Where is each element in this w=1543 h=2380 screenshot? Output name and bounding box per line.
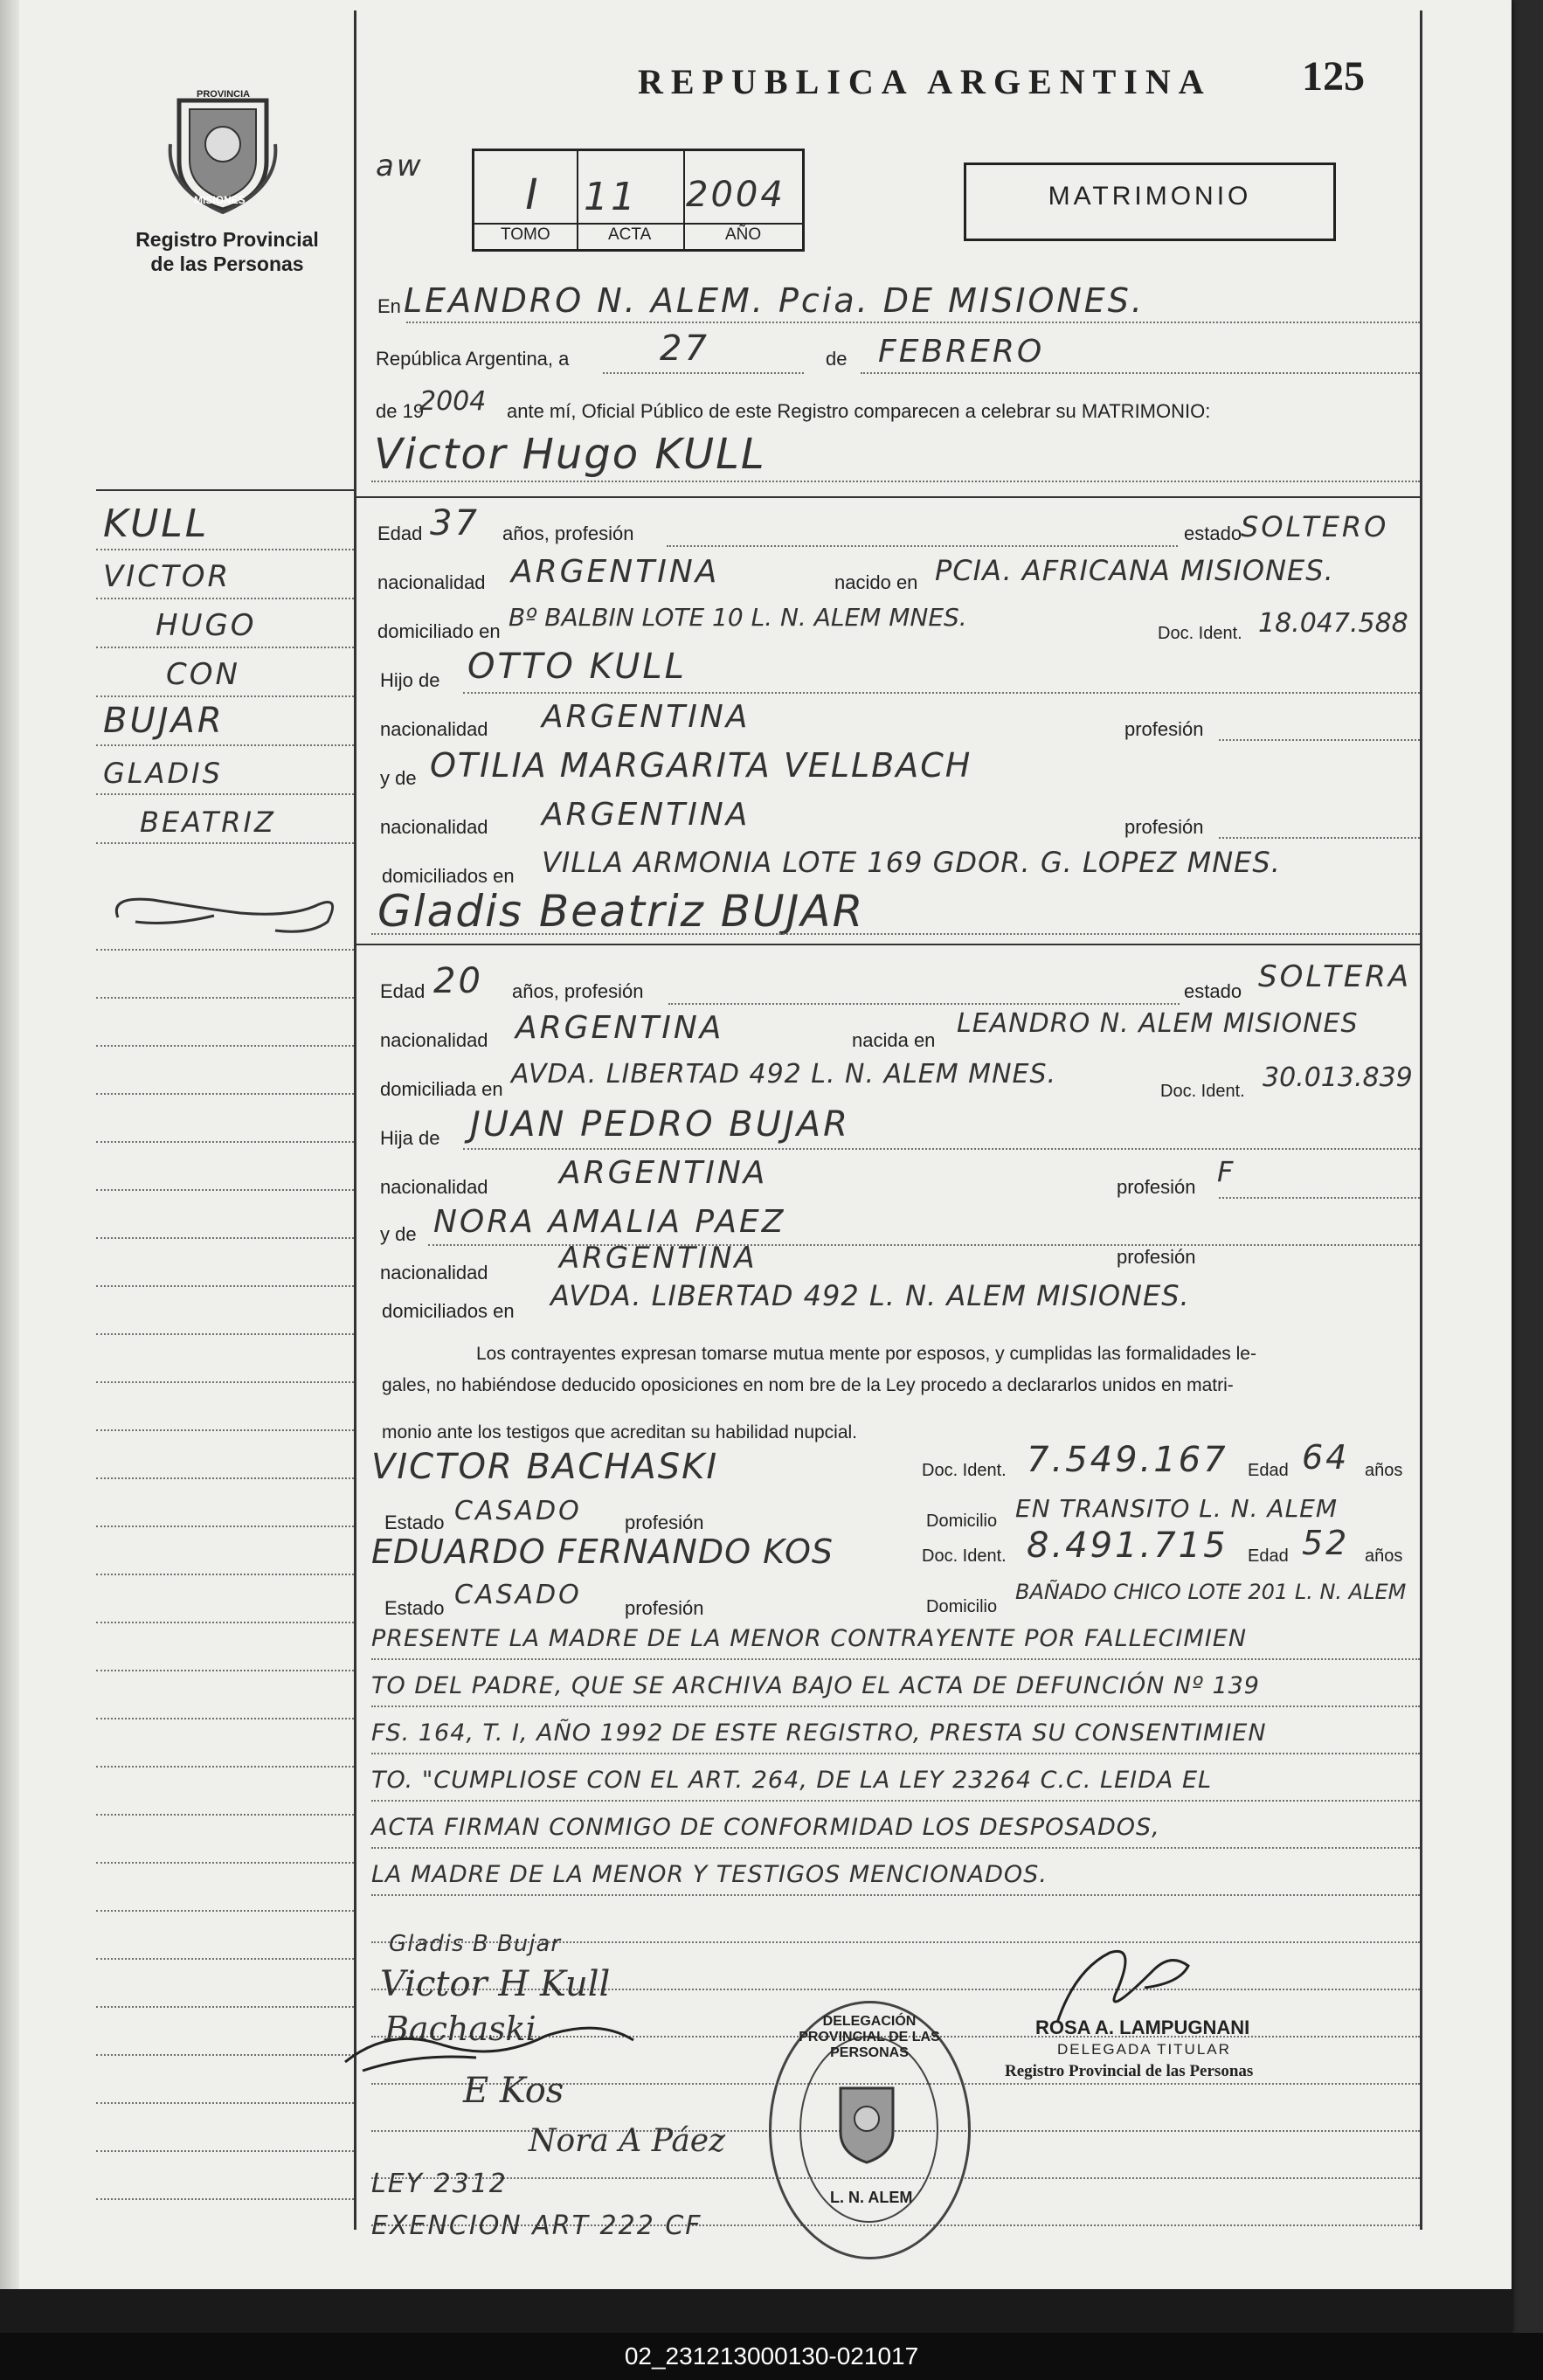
groom-domiciliado-label: domiciliado en [377, 620, 501, 642]
observation-line-2: TO DEL PADRE, QUE SE ARCHIVA BAJO EL ACTA DE DEFUNCIÓN Nº 139 [371, 1672, 1260, 1699]
bride-nationality: ARGENTINA [515, 1010, 724, 1046]
bride-domicile: AVDA. LIBERTAD 492 L. N. ALEM MNES. [511, 1059, 1057, 1090]
margin-name-gladis: GLADIS [103, 757, 223, 790]
republica-label: República Argentina, a [376, 348, 570, 370]
bride-age: 20 [433, 961, 483, 1001]
bride-nacida-label: nacida en [852, 1029, 936, 1051]
left-frame-line [354, 10, 356, 2230]
month-value: FEBRERO [878, 334, 1045, 370]
groom-father-prof-label: profesión [1124, 718, 1204, 740]
witness-2-prof-label: profesión [625, 1597, 704, 1619]
margin-name-beatriz: BEATRIZ [140, 806, 276, 839]
observation-line-6: LA MADRE DE LA MENOR Y TESTIGOS MENCIONADOS. [371, 1861, 1048, 1888]
groom-mother-prof-label: profesión [1124, 816, 1204, 838]
witness-1-anos-label: años [1365, 1461, 1403, 1480]
bride-parents-domicile: AVDA. LIBERTAD 492 L. N. ALEM MISIONES. [550, 1279, 1190, 1312]
bride-birthplace: LEANDRO N. ALEM MISIONES [957, 1008, 1359, 1039]
bride-doc: 30.013.839 [1263, 1062, 1413, 1093]
margin-name-hugo: HUGO [156, 608, 257, 643]
acta-label: ACTA [608, 225, 652, 244]
page-bottom-shadow [0, 2289, 1512, 2333]
witness-1-doc-label: Doc. Ident. [922, 1461, 1007, 1480]
flourish-icon [100, 882, 345, 944]
margin-name-victor: VICTOR [103, 559, 232, 594]
groom-mother-nationality: ARGENTINA [542, 797, 751, 833]
bride-mother-nat-label: nacionalidad [380, 1262, 488, 1283]
groom-full-name: Victor Hugo KULL [374, 430, 766, 479]
footer-note-exencion: EXENCION ART 222 CF [371, 2210, 702, 2241]
groom-parents-dom-label: domiciliados en [382, 865, 515, 887]
witness-2-anos-label: años [1365, 1546, 1403, 1566]
tomo-value: I [525, 170, 541, 219]
bride-anos-profesion-label: años, profesión [512, 980, 644, 1002]
signature-witness-2: E Kos [463, 2071, 564, 2111]
year-value: 2004 [419, 386, 487, 417]
signature-bride: Gladis B Bujar [389, 1931, 562, 1957]
witness-2-doc-label: Doc. Ident. [922, 1546, 1007, 1566]
groom-father-nationality: ARGENTINA [542, 699, 751, 735]
logo-bottom-text: MISIONES [194, 194, 246, 206]
seal-top-text: DELEGACIÓN PROVINCIAL DE LAS PERSONAS [799, 2014, 940, 2060]
page-number: 125 [1302, 53, 1365, 100]
groom-parents-domicile: VILLA ARMONIA LOTE 169 GDOR. G. LOPEZ MNES. [542, 846, 1281, 879]
country-title: REPUBLICA ARGENTINA [638, 62, 1212, 101]
witness-2-name: EDUARDO FERNANDO KOS [371, 1532, 834, 1571]
observation-line-3: FS. 164, T. I, AÑO 1992 DE ESTE REGISTRO, PRESTA SU CONSENTIMIEN [371, 1719, 1267, 1747]
groom-birthplace: PCIA. AFRICANA MISIONES. [935, 554, 1334, 587]
witness-1-prof-label: profesión [625, 1512, 704, 1533]
groom-doc: 18.047.588 [1258, 608, 1408, 639]
bride-father-prof-label: profesión [1117, 1176, 1196, 1198]
witness-2-edad-label: Edad [1248, 1546, 1289, 1566]
tomo-label: TOMO [501, 225, 550, 244]
year-prefix: de 19 [376, 400, 425, 422]
bride-mother: NORA AMALIA PAEZ [433, 1204, 786, 1240]
ano-label: AÑO [725, 225, 762, 244]
groom-anos-profesion-label: años, profesión [502, 522, 634, 544]
official-registry: Registro Provincial de las Personas [1005, 2062, 1254, 2080]
witness-2-domicile: BAÑADO CHICO LOTE 201 L. N. ALEM [1015, 1580, 1407, 1604]
right-frame-line [1420, 10, 1422, 2230]
bride-father: JUAN PEDRO BUJAR [470, 1104, 850, 1145]
signature-witness-1: Bachaski [384, 2010, 536, 2048]
signature-mother: Nora A Páez [529, 2123, 726, 2159]
page-binding [0, 0, 19, 2333]
bride-father-profession: F [1217, 1155, 1236, 1188]
signature-scribble-icon [336, 2001, 642, 2079]
en-label: En [377, 295, 401, 317]
margin-name-surname-groom: KULL [103, 502, 210, 546]
bride-doc-label: Doc. Ident. [1160, 1082, 1245, 1101]
act-type: MATRIMONIO [1048, 182, 1252, 211]
observation-line-5: ACTA FIRMAN CONMIGO DE CONFORMIDAD LOS DESPOSADOS, [371, 1814, 1160, 1841]
witness-1-estado: CASADO [454, 1496, 582, 1526]
bride-full-name: Gladis Beatriz BUJAR [377, 886, 865, 937]
groom-domicile: Bº BALBIN LOTE 10 L. N. ALEM MNES. [509, 603, 967, 632]
bride-domiciliada-label: domiciliada en [380, 1078, 503, 1100]
witness-1-domicile: EN TRANSITO L. N. ALEM [1015, 1494, 1339, 1523]
signature-groom: Victor H Kull [380, 1964, 611, 2004]
place-value: LEANDRO N. ALEM. Pcia. DE MISIONES. [404, 281, 1145, 320]
bride-edad-label: Edad [380, 980, 426, 1002]
registry-name: Registro Provincial de las Personas [135, 228, 319, 275]
witness-2-doc: 8.491.715 [1027, 1526, 1228, 1566]
groom-nacionalidad-label: nacionalidad [377, 571, 486, 593]
witness-1-dom-label: Domicilio [926, 1512, 998, 1531]
margin-name-con: CON [166, 657, 240, 692]
witness-1-name: VICTOR BACHASKI [371, 1447, 719, 1487]
declaration-line-3: monio ante los testigos que acreditan su habilidad nupcial. [382, 1422, 858, 1443]
groom-age: 37 [430, 503, 480, 543]
witness-1-estado-label: Estado [384, 1512, 445, 1533]
declaration-line-1: Los contrayentes expresan tomarse mutua mente por esposos, y cumplidas las formalidades le- [476, 1344, 1256, 1364]
official-title: DELEGADA TITULAR [1057, 2041, 1231, 2058]
bride-nacionalidad-label: nacionalidad [380, 1029, 488, 1051]
witness-1-age: 64 [1302, 1438, 1350, 1477]
separator-bride [354, 944, 1422, 945]
seal-shield-icon [832, 2079, 902, 2167]
bride-yde-label: y de [380, 1223, 417, 1245]
observation-line-1: PRESENTE LA MADRE DE LA MENOR CONTRAYENTE POR FALLECIMIEN [371, 1625, 1248, 1652]
witness-2-estado-label: Estado [384, 1597, 445, 1619]
official-name: ROSA A. LAMPUGNANI [1035, 2017, 1250, 2038]
bride-mother-prof-label: profesión [1117, 1246, 1196, 1268]
bride-father-nationality: ARGENTINA [559, 1155, 768, 1191]
margin-name-surname-bride: BUJAR [103, 701, 225, 741]
bride-estado-label: estado [1184, 980, 1242, 1002]
margin-note: aw [376, 149, 424, 183]
groom-mother: OTILIA MARGARITA VELLBACH [430, 746, 972, 785]
bride-hija-label: Hija de [380, 1127, 440, 1149]
groom-yde-label: y de [380, 767, 417, 789]
groom-mother-nat-label: nacionalidad [380, 816, 488, 838]
bride-mother-nationality: ARGENTINA [559, 1241, 758, 1276]
intro-text: ante mí, Oficial Público de este Registro comparecen a celebrar su MATRIMONIO: [507, 400, 1211, 422]
witness-2-dom-label: Domicilio [926, 1597, 998, 1616]
bride-estado: SOLTERA [1258, 959, 1412, 994]
groom-father-nat-label: nacionalidad [380, 718, 488, 740]
observation-line-4: TO. "CUMPLIOSE CON EL ART. 264, DE LA LEY 23264 C.C. LEIDA EL [371, 1767, 1213, 1794]
bride-father-nat-label: nacionalidad [380, 1176, 488, 1198]
acta-value: 11 [584, 175, 638, 219]
groom-father: OTTO KULL [467, 647, 687, 687]
groom-nationality: ARGENTINA [511, 554, 720, 590]
footer-id: 02_231213000130-021017 [0, 2333, 1543, 2380]
groom-hijo-label: Hijo de [380, 669, 440, 691]
ano-value: 2004 [686, 175, 785, 215]
day-value: 27 [660, 329, 709, 369]
groom-doc-label: Doc. Ident. [1158, 624, 1242, 643]
de-label: de [826, 348, 848, 370]
bride-parents-dom-label: domiciliados en [382, 1300, 515, 1322]
seal-bottom-text: L. N. ALEM [830, 2189, 913, 2206]
groom-estado-label: estado [1184, 522, 1242, 544]
logo-top-text: PROVINCIA [197, 89, 251, 100]
witness-2-age: 52 [1302, 1524, 1350, 1562]
groom-nacido-label: nacido en [834, 571, 918, 593]
witness-1-doc: 7.549.167 [1027, 1440, 1228, 1480]
groom-edad-label: Edad [377, 522, 423, 544]
separator-margin [96, 489, 354, 491]
groom-estado: SOLTERO [1241, 510, 1389, 543]
declaration-line-2: gales, no habiéndose deducido oposiciones en nom bre de la Ley procedo a declararlos unidos en matri- [382, 1375, 1234, 1395]
separator-groom [354, 496, 1422, 498]
footer-note-ley: LEY 2312 [371, 2169, 508, 2199]
witness-2-estado: CASADO [454, 1580, 582, 1610]
witness-1-edad-label: Edad [1248, 1461, 1289, 1480]
